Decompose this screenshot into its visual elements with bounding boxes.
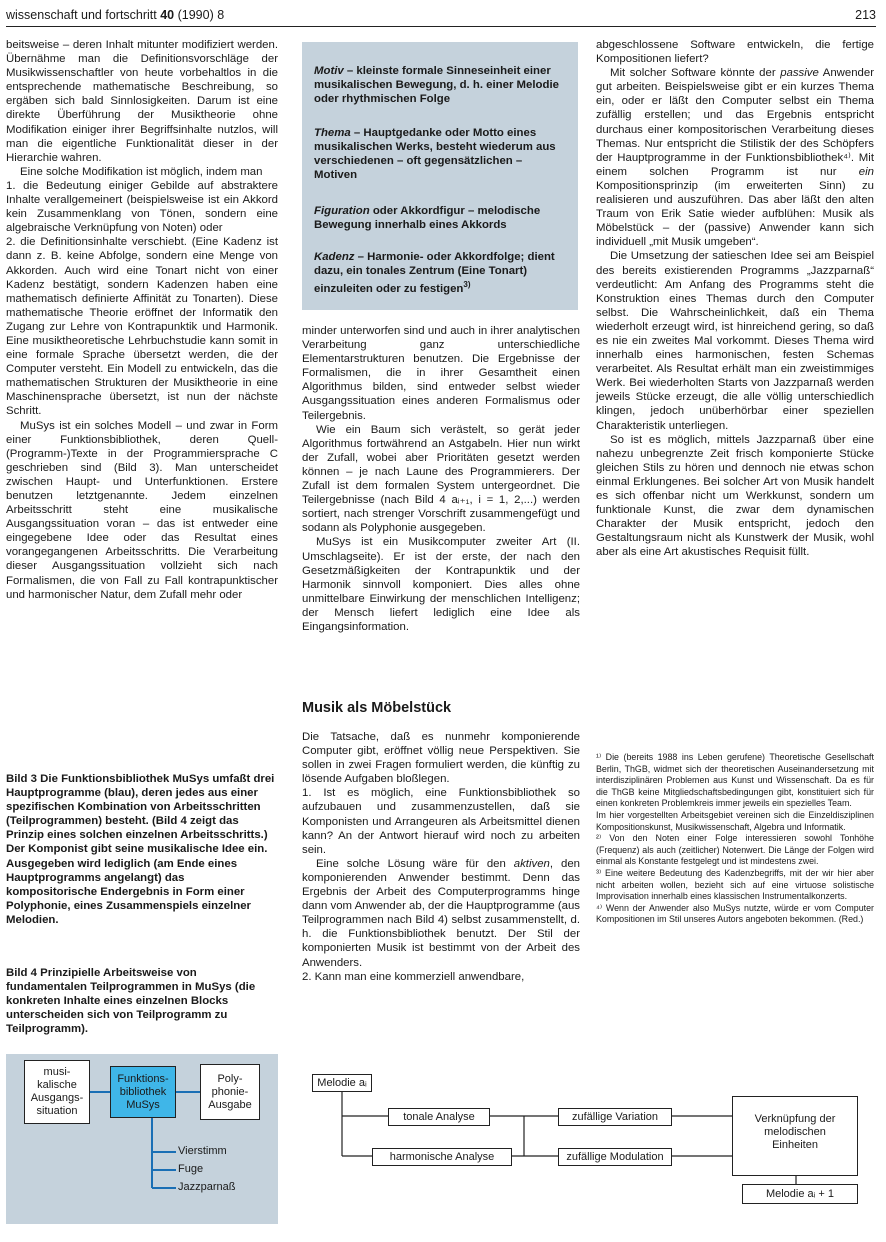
harmonic-analysis-box: harmonische Analyse [372, 1148, 512, 1166]
footnote: ³⁾ Eine weitere Bedeutung des Kadenzbegriffs, mit der wir hier aber nicht arbeiten wollen, bezieht sich auf eine virtuose solistische Improvisation innerhalb eines klassischen Instrumentalkonzerts. [596, 867, 874, 902]
paragraph: Eine solche Lösung wäre für den aktiven, den komponierenden Anwender bestimmt. Denn das Ergebnis der Arbeit des Computerprogramms hinge dann vom Anwender ab, der die Hauptprogramme (aus Teilprogrammen nach Bild 4) selbst zusammenstellt, d. h. die Funktionsbibliothek benutzt. Der Stil der komponierten Musik ist bestimmt von der Arbeit des Anwenders. [302, 857, 580, 969]
figure-3-caption: Bild 3 Die Funktionsbibliothek MuSys umfaßt drei Hauptprogramme (blau), deren jedes aus einer spezifischen Kombination von Arbeitsschritten (Teilprogrammen) besteht. (Bild 4 zeigt das Prinzip eines solchen einzelnen Arbeitsschritts.) Der Komponist gibt seine musikalische Idee ein. Ausgegeben wird lediglich (am Ende eines Hauptprogramms angelangt) das kompositorische Endergebnis in Form einer Polyphonie, eines Zusammenspiels einzelner Melodien. [6, 773, 275, 926]
figure-4-diagram [296, 1060, 874, 1230]
paragraph: abgeschlossene Software entwickeln, die fertige Kompositionen liefert? [596, 39, 874, 66]
column-3 [596, 38, 874, 559]
output-box: Poly- phonie- Ausgabe [200, 1064, 260, 1120]
paragraph: Eine solche Modifikation ist möglich, indem man [20, 165, 263, 178]
glossary-box [302, 42, 578, 310]
program-label: Fuge [178, 1163, 204, 1175]
paragraph: Die Umsetzung der satieschen Idee sei am Beispiel des bereits existierenden Programms „Jazzparnaß“ verdeutlicht: Am Anfang des Programms steht die Konstruktion eines Themas durch den Computer selbst. Die Wahrscheinlichkeit, daß ein Thema wiederholt erzeugt wird, ist hinreichend gering, so daß es nie ein zweites Mal vorkommt. Dieses Thema wird innerhalb eines harmonischen, festen Schemas verarbeitet. Als Resultat erhält man ein zweistimmiges Werk. Bei wiederholten Starts von Jazzparnaß werden jeweils Stücke erzeugt, die alle völlig unterschiedlich klingen, jedoch unüberhörbar einer speziellen Charakteristik unterliegen. [596, 250, 874, 432]
footnote: ²⁾ Von den Noten einer Folge interessieren sowohl Tonhöhe (Frequenz) als auch (zeitlicher) Notenwert. Die Länge der Folgen wird einmal als Konstante festgelegt und ist mindestens zwei. [596, 833, 874, 867]
column-2-continued [302, 730, 580, 984]
melody-end-box: Melodie aᵢ + 1 [742, 1184, 858, 1204]
random-variation-box: zufällige Variation [558, 1108, 672, 1126]
footnote: Im hier vorgestellten Arbeitsgebiet vereinen sich die Einzeldisziplinen Kompositionskunst, Musikwissenschaft, Algebra und Informatik. [596, 809, 874, 832]
footnote: ⁴⁾ Wenn der Anwender also MuSys nutzte, würde er vom Computer Kompositionen im Stil unseres Autors angeboten bekommen. (Red.) [596, 902, 874, 925]
glossary-entry-motiv: Motiv – kleinste formale Sinneseinheit einer musikalischen Bewegung, d. h. einer Melodie oder rhythmischen Folge [314, 65, 559, 106]
page-number: 213 [855, 8, 876, 22]
tonal-analysis-box: tonale Analyse [388, 1108, 490, 1126]
journal-title: wissenschaft und fortschritt 40 (1990) 8 [6, 8, 225, 22]
random-modulation-box: zufällige Modulation [558, 1148, 672, 1166]
paragraph: MuSys ist ein Musikcomputer zweiter Art (II. Umschlagseite). Er ist der erste, der nach den Gesetzmäßigkeiten der Kontrapunktik und der Harmonik sinnvoll komponiert. Dies alles ohne unmittelbare Einwirkung der menschlichen Intelligenz; der Mensch liefert lediglich eine Idee als Eingangsinformation. [302, 536, 580, 633]
melody-start-box: Melodie aᵢ [312, 1074, 372, 1092]
paragraph: So ist es möglich, mittels Jazzparnaß über eine nahezu unbegrenzte Zeit frisch komponierte Stücke gleichen Stils zu hören und dennoch nie etwas schon einmal Erklungenes. Bei solcher Art von Musik handelt es sich offenbar nicht um Werkkunst, sondern um funktionale Kunst, die zwar dem dynamischen Charakter der Musik entspricht, jedoch den Gestaltungsraum nicht als Kunstwerk der Musik, wohl aber als eine Art akustisches Requisit füllt. [596, 433, 874, 559]
paragraph: beitsweise – deren Inhalt mitunter modifiziert werden. Übernähme man die Definitionsvorschläge der Musikwissenschaftler von heute vorbehaltlos in die entsprechende mathematische Beschreibung, so ergäben sich bald Sinnlosigkeiten. Darum ist eine direkte Überführung der Musiktheorie ohne Modifikation einiger ihrer Begriffsinhalte nutzlos, will man die eigentliche Funktionalität dieser in der Hierarchie wahren. [6, 39, 278, 164]
column-1 [6, 38, 278, 602]
paragraph: Mit solcher Software könnte der passive Anwender gut arbeiten. Beispielsweise gibt er ein kurzes Thema ein, oder er läßt den Computer selbst ein Thema zufällig erstellen; und das Ergebnis entspricht durchaus einer kompositorischen Verarbeitung dieses Themas. Nur entspricht die Stilistik der des Schöpfers der Hauptprogramme in der Funktionsbibliothek⁴⁾. Mit einem solchen Programm ist nur ein Kompositionsprinzip (im erweiterten Sinn) zu realisieren und auszuführen. Das aber läßt den alten Traum von Erik Satie wieder aufblühen: Musik als Möbelstück – der (passive) Anwender kann sich individuell „mit Musik umgeben“. [596, 67, 875, 249]
paragraph: 1. Ist es möglich, eine Funktionsbibliothek so aufzubauen und zusammenzustellen, daß sie Komponisten und Arrangeuren als Arbeitsmittel dienen kann? An der Antwort hierauf wird noch zu arbeiten sein. [302, 787, 580, 856]
glossary-entry-kadenz: Kadenz – Harmonie- oder Akkordfolge; dient dazu, ein tonales Zentrum (Eine Tonart) einzuleiten oder zu festigen$^{3)}$ [314, 251, 555, 295]
program-label: Jazzparnaß [178, 1181, 236, 1193]
program-label: Vierstimm [178, 1145, 227, 1157]
paragraph: 2. Kann man eine kommerziell anwendbare, [302, 970, 525, 983]
combine-units-box: Verknüpfung der melodischen Einheiten [732, 1096, 858, 1176]
paragraph: Die Tatsache, daß es nunmehr komponierende Computer gibt, eröffnet völlig neue Perspektiven. Sie sollen in zwei Fragen formuliert werden, die künftig zu lösende Aufgaben bloßlegen. [302, 731, 580, 786]
column-2 [302, 324, 580, 634]
paragraph: 1. die Bedeutung einiger Gebilde auf abstraktere Inhalte verallgemeinert (beispielsweise ist ein Akkord kein Zusammenklang von Tönen, sondern eine algebraische Verknüpfung von Noten) oder [6, 179, 278, 235]
library-box: Funktions- bibliothek MuSys [110, 1066, 176, 1118]
input-situation-box: musi- kalische Ausgangs- situation [24, 1060, 90, 1124]
footnotes [596, 752, 874, 926]
paragraph: MuSys ist ein solches Modell – und zwar in Form einer Funktionsbibliothek, deren Quell-(Programm-)Texte in der Programmiersprache C geschrieben sind (Bild 3). Man unterscheidet zwischen Haupt- und Unterfunktionen. Erstere benutzen letztgenannte. Jedem einzelnen Arbeitsschritt steht eine musikalische Ausgangssituation voran – das ist entweder eine eingegebene Idee oder das Resultat eines vorangegangenen Arbeitsschritts. Die Verarbeitung dieser Ausgangssituation vollzieht sich nach Formalismen, die von Fall zu Fall kontrapunktischer und harmonischer Natur, dem Zufall mehr oder [6, 419, 278, 601]
glossary-entry-figuration: Figuration oder Akkordfigur – melodische Bewegung innerhalb eines Akkords [314, 205, 541, 232]
section-heading: Musik als Möbelstück [302, 700, 452, 716]
paragraph: Wie ein Baum sich verästelt, so gerät jeder Algorithmus fortwährend an Astgabeln. Hier nun wirkt der Zufall, wobei aber Prioritäten gesetzt werden können – je nach Laune des Programmierers. Der Zufall ist dem formalen System untergeordnet. Die Teilergebnisse (nach Bild 4 aᵢ₊₁, i = 1, 2,...) werden sortiert, nach strenger Vorschrift zusammengefügt und sodann als Polyphonie ausgegeben. [302, 423, 580, 535]
glossary-entry-thema: Thema – Hauptgedanke oder Motto eines musikalischen Werks, besteht wiederum aus verschiedenen – oft gegensätzlichen – Motiven [314, 127, 556, 182]
footnote: ¹⁾ Die (bereits 1988 ins Leben gerufene) Theoretische Gesellschaft Berlin, ThGB, widmet sich der theoretischen Auseinandersetzung mit interdisziplinären Problemen aus Kunst und Wissenschaft. Da es für die ThGB keine Mitgliedschaftsbedingungen gibt, konstituiert sich für einen konkreten Problemkreis immer jeweils ein spezielles Team. [596, 752, 874, 809]
paragraph: minder unterworfen sind und auch in ihrer analytischen Verarbeitung ganz unterschiedliche Elementarstrukturen benutzen. Die Ergebnisse der Formalismen, die in ihrer Gesamtheit einen Algorithmus bilden, sind entweder selbst wieder Ausgangssituation eines anderen Formalismus oder Teilergebnis. [302, 325, 580, 422]
paragraph: 2. die Definitionsinhalte verschiebt. (Eine Kadenz ist dann z. B. keine Abfolge, sondern eine Menge von Akkorden. Auch wird eine Tonart nicht von einer Kadenz bestätigt, sondern Kadenzen haben eine mathematisch definierte Affinität zu Tonarten). Diese mathematische Theorie eröffnet der Informatik den Zugang zur Lehre von Kontrapunktik und Harmonik. Eine musiktheoretische Lehrbuchstudie kann somit in eine formale Sprache übersetzt werden, die der Computer versteht. Ein Modell zu entwickeln, das die mathematischen Strukturen der Musiktheorie in eine Maschinensprache übersetzt, ist nun der nächste Schritt. [6, 236, 278, 418]
figure-4-caption: Bild 4 Prinzipielle Arbeitsweise von fundamentalen Teilprogrammen in MuSys (die konkreten Inhalte eines einzelnen Blocks unterscheiden sich von Teilprogramm zu Teilprogramm). [6, 967, 256, 1036]
page-header [6, 6, 876, 27]
figure-3-diagram [6, 1054, 278, 1224]
